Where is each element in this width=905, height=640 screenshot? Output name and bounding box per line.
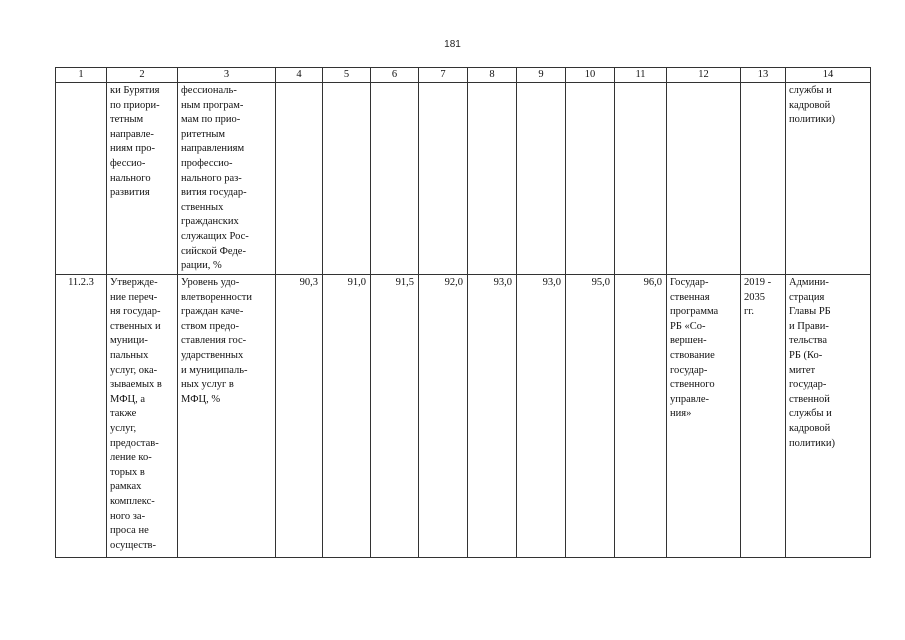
cell-value bbox=[566, 83, 615, 275]
column-header: 7 bbox=[419, 68, 468, 83]
cell-indicator: Уровень удо- влетворенности граждан каче- ством предо- ставления гос- ударственных и муниципаль- ных услуг в МФЦ, % bbox=[178, 275, 276, 558]
cell-value: 96,0 bbox=[615, 275, 667, 558]
cell-program bbox=[667, 83, 741, 275]
cell-value bbox=[419, 83, 468, 275]
cell-indicator: фессиональ- ным програм- мам по прио- ритетным направлениям профессио- нального раз- вития государ- ственных гражданских служащих Рос- сийской Феде- рации, % bbox=[178, 83, 276, 275]
cell-period: 2019 - 2035 гг. bbox=[741, 275, 786, 558]
column-header: 1 bbox=[56, 68, 107, 83]
column-header: 11 bbox=[615, 68, 667, 83]
cell-value bbox=[323, 83, 371, 275]
cell-value bbox=[615, 83, 667, 275]
column-header: 5 bbox=[323, 68, 371, 83]
column-header: 12 bbox=[667, 68, 741, 83]
column-header: 8 bbox=[468, 68, 517, 83]
column-header: 4 bbox=[276, 68, 323, 83]
cell-value bbox=[468, 83, 517, 275]
cell-index bbox=[56, 83, 107, 275]
column-header: 2 bbox=[107, 68, 178, 83]
cell-period bbox=[741, 83, 786, 275]
cell-measure: Утвержде- ние переч- ня государ- ственных и муници- пальных услуг, ока- зываемых в МФЦ, а также услуг, предостав- ление ко- торых в рамках комплекс- ного за- проса не осуществ- bbox=[107, 275, 178, 558]
column-header: 10 bbox=[566, 68, 615, 83]
cell-value bbox=[517, 83, 566, 275]
cell-value: 93,0 bbox=[517, 275, 566, 558]
cell-program: Государ- ственная программа РБ «Со- вершен- ствование государ- ственного управле- ния» bbox=[667, 275, 741, 558]
table-header-row bbox=[56, 68, 871, 83]
cell-value: 95,0 bbox=[566, 275, 615, 558]
cell-value bbox=[276, 83, 323, 275]
data-table bbox=[55, 67, 871, 558]
cell-responsible: Админи- страция Главы РБ и Прави- тельства РБ (Ко- митет государ- ственной службы и кадровой политики) bbox=[786, 275, 871, 558]
cell-measure: ки Бурятия по приори- тетным направле- ниям про- фессио- нального развития bbox=[107, 83, 178, 275]
cell-responsible: службы и кадровой политики) bbox=[786, 83, 871, 275]
column-header: 14 bbox=[786, 68, 871, 83]
cell-value bbox=[371, 83, 419, 275]
column-header: 13 bbox=[741, 68, 786, 83]
cell-value: 90,3 bbox=[276, 275, 323, 558]
cell-value: 92,0 bbox=[419, 275, 468, 558]
table-row bbox=[56, 275, 871, 558]
cell-value: 91,0 bbox=[323, 275, 371, 558]
cell-index: 11.2.3 bbox=[56, 275, 107, 558]
table-row bbox=[56, 83, 871, 275]
column-header: 6 bbox=[371, 68, 419, 83]
column-header: 3 bbox=[178, 68, 276, 83]
cell-value: 91,5 bbox=[371, 275, 419, 558]
cell-value: 93,0 bbox=[468, 275, 517, 558]
page-number: 181 bbox=[444, 39, 461, 50]
column-header: 9 bbox=[517, 68, 566, 83]
